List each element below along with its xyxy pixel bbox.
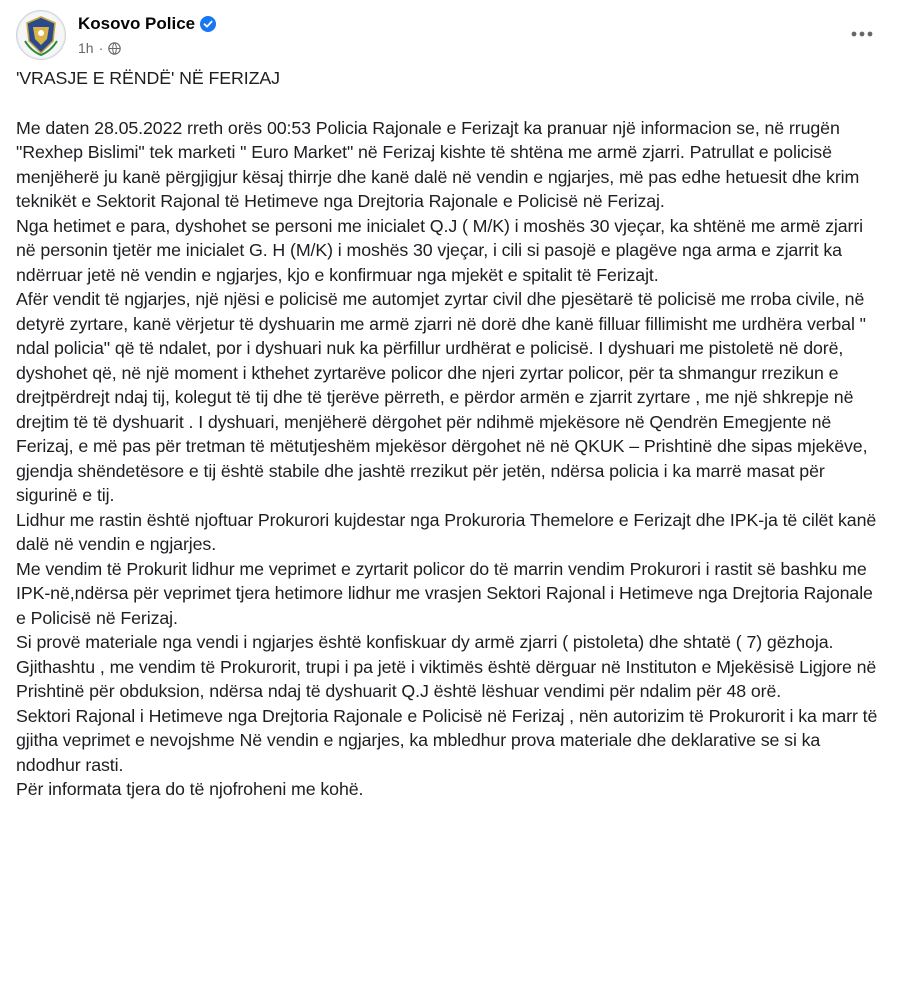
- post-timestamp[interactable]: 1h: [78, 40, 94, 56]
- more-options-button[interactable]: [844, 16, 880, 52]
- meta-separator: ·: [98, 40, 104, 56]
- post-paragraph: Lidhur me rastin është njoftuar Prokurori kujdestar nga Prokuroria Themelore e Ferizajt dhe IPK-ja të cilët kanë dalë në vendin e ngjarjes.: [16, 509, 877, 554]
- globe-icon[interactable]: [108, 42, 121, 55]
- post-paragraph: Nga hetimet e para, dyshohet se personi me inicialet Q.J ( M/K) i moshës 30 vjeçar, ka shtënë me armë zjarri në personin tjetër me inicialet G. H (M/K) i moshës 30 vjeçar, i cili si pasojë e plagëve nga arma e zjarrit ka ndërruar jetë në vendin e ngjarjes, kjo e konfirmuar nga mjekët e spitalit të Ferizajt.: [16, 215, 864, 285]
- post-title: 'VRASJE E RËNDË' NË FERIZAJ: [16, 68, 280, 88]
- post-paragraph: Me vendim të Prokurit lidhur me veprimet e zyrtarit policor do të marrin vendim Prokurori i rastit së bashku me IPK-në,ndërsa për veprimet tjera hetimore lidhur me vrasjen Sektori Rajonal i Hetimeve nga Drejtoria Rajonale e Policisë në Ferizaj.: [16, 558, 873, 628]
- post-paragraph: Gjithashtu , me vendim të Prokurorit, trupi i pa jetë i viktimës është dërguar në Instituton e Mjekësisë Ligjore në Prishtinë për obduksion, ndërsa ndaj të dyshuarit Q.J është lëshuar vendimi për ndalim për 48 orë.: [16, 656, 877, 701]
- post-meta: [78, 40, 121, 56]
- page-name[interactable]: Kosovo Police: [78, 14, 196, 33]
- more-options-icon: [851, 31, 873, 37]
- post-paragraph: Si provë materiale nga vendi i ngjarjes është konfiskuar dy armë zjarri ( pistoleta) dhe shtatë ( 7) gëzhoja.: [16, 632, 834, 652]
- author-row: [78, 14, 216, 34]
- post-paragraph: Për informata tjera do të njofroheni me kohë.: [16, 779, 364, 799]
- post-header: [16, 10, 884, 60]
- post-body: [16, 66, 884, 802]
- post-paragraph: Me daten 28.05.2022 rreth orës 00:53 Policia Rajonale e Ferizajt ka pranuar një informacion se, në rrugën "Rexhep Bislimi" tek marketi " Euro Market" në Ferizaj kishte të shtëna me armë zjarri. Patrullat e policisë menjëherë ju kanë përgjigjur kësaj thirrje dhe kanë dalë në vendin e ngjarjes, më pas edhe hetuesit dhe krim teknikët e Sektorit Rajonal të Hetimeve nga Drejtoria Rajonale e Policisë në Ferizaj.: [16, 117, 860, 211]
- post-paragraph: Sektori Rajonal i Hetimeve nga Drejtoria Rajonale e Policisë në Ferizaj , nën autorizim të Prokurorit i ka marr të gjitha veprimet e nevojshme Në vendin e ngjarjes, ka mbledhur prova materiale dhe deklarative se si ka ndodhur rasti.: [16, 705, 878, 775]
- post-paragraph: Afër vendit të ngjarjes, një njësi e policisë me automjet zyrtar civil dhe pjesëtarë të policisë me rroba civile, në detyrë zyrtare, kanë vërjetur të dyshuarin me armë zjarri në dorë dhe kanë filluar fillimisht me urdhëra verbal " ndal policia" që të ndalet, por i dyshuari nuk ka përfillur urdhërat e policisë. I dyshuari me pistoletë në dorë, dyshohet që, në një moment i kthehet zyrtarëve policor dhe njeri zyrtar policor, për ta shmangur rrezikun e drejtpërdrejt ndaj tij, kolegut të tij dhe të tjerëve përreth, e përdor armën e zjarrit zyrtare , me një shkrepje në drejtim të të dyshuarit . I dyshuari, menjëherë dërgohet për ndihmë mjekësore në Qendrën Emegjente në Ferizaj, e më pas për tretman të mëtutjeshëm mjekësor dërgohet në në QKUK – Prishtinë dhe sipas mjekëve, gjendja shëndetësore e tij është stabile dhe jashtë rrezikut për jetën, ndërsa policia i ka marrë masat për sigurinë e tij.: [16, 289, 868, 505]
- page-avatar[interactable]: [16, 10, 66, 60]
- kosovo-police-emblem-icon: [17, 11, 65, 59]
- verified-badge-icon: [200, 16, 216, 32]
